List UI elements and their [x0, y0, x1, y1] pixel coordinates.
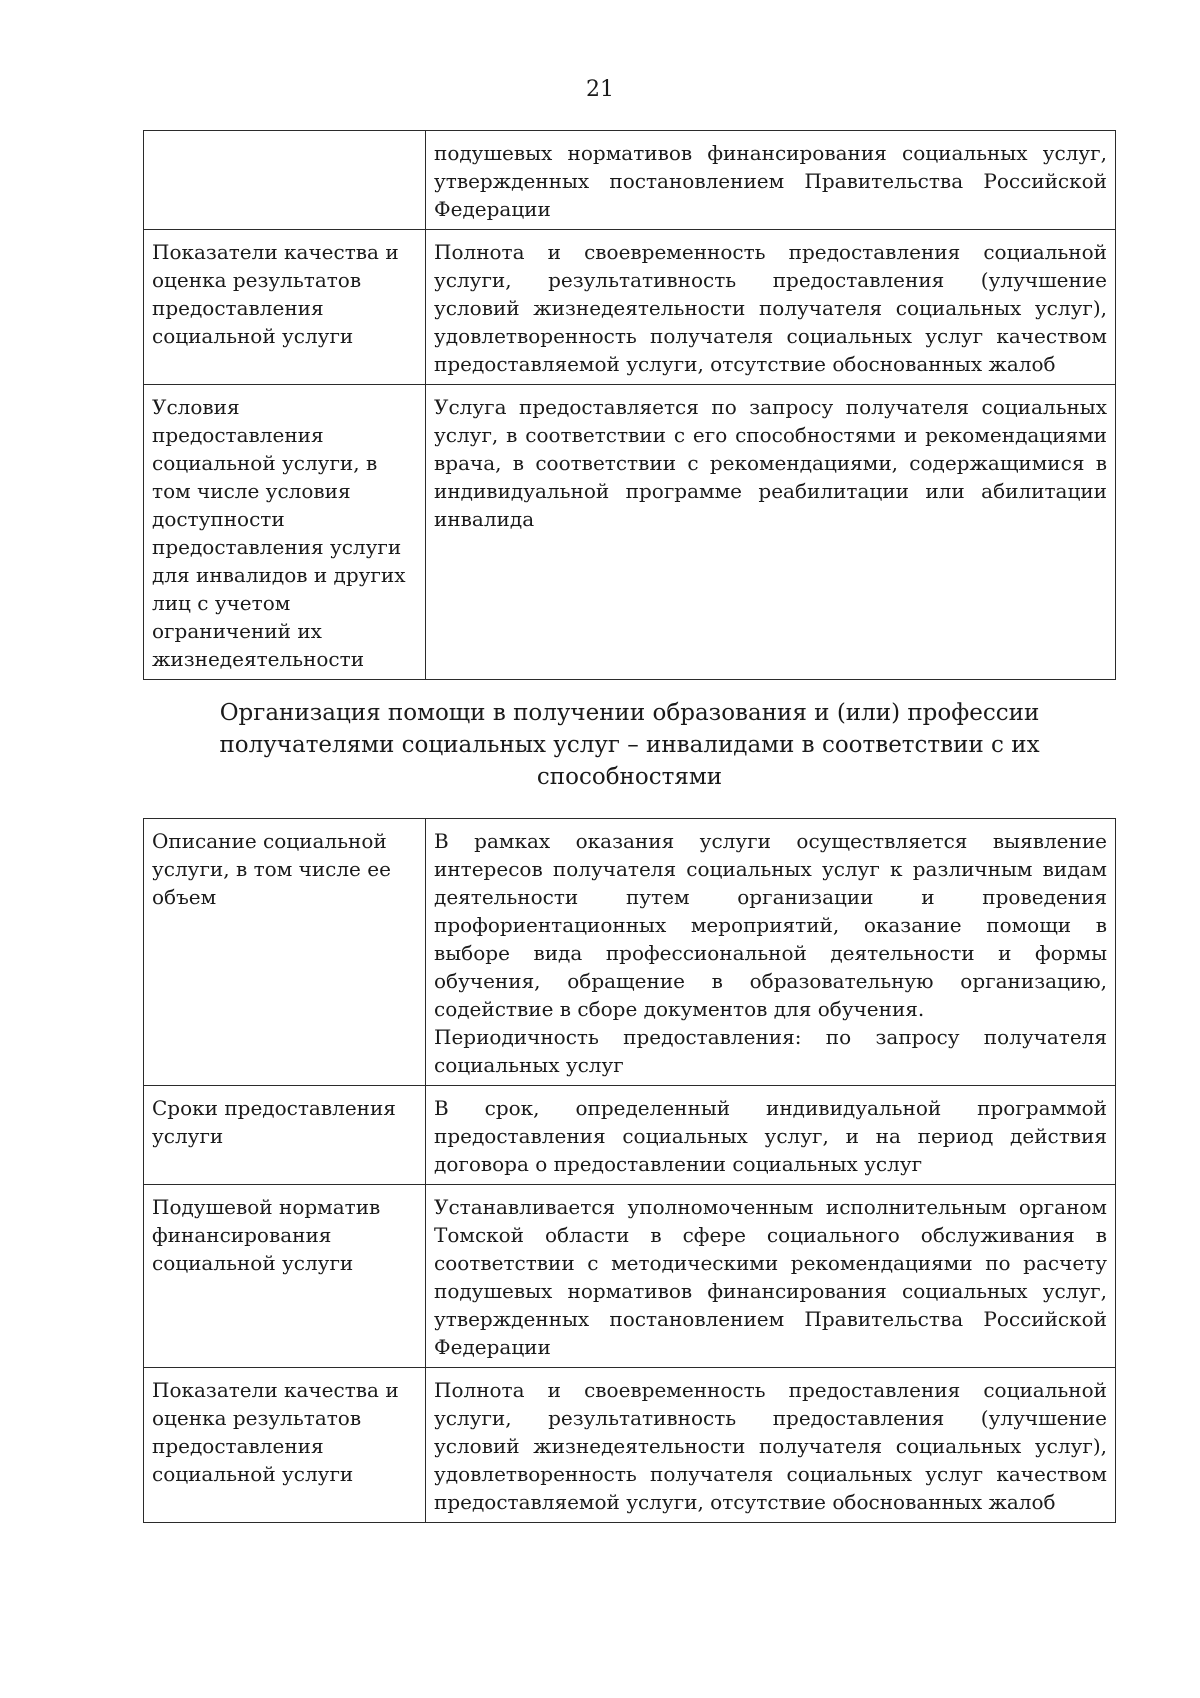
row-label: Сроки предоставления услуги: [144, 1086, 426, 1185]
row-text: подушевых нормативов финансирования социальных услуг, утвержденных постановлением Правительства Российской Федерации: [426, 131, 1116, 230]
row-text: Полнота и своевременность предоставления социальной услуги, результативность предоставления (улучшение условий жизнедеятельности получателя социальных услуг), удовлетворенность получателя социальных услуг качеством предоставляемой услуги, отсутствие обоснованных жалоб: [426, 1368, 1116, 1523]
row-text: В срок, определенный индивидуальной программой предоставления социальных услуг, и на период действия договора о предоставлении социальных услуг: [426, 1086, 1116, 1185]
row-label: Условия предоставления социальной услуги, в том числе условия доступности предоставления услуги для инвалидов и других лиц с учетом ограничений их жизнедеятельности: [144, 385, 426, 680]
row-text-cell: [426, 819, 1116, 1086]
row-label: Подушевой норматив финансирования социальной услуги: [144, 1185, 426, 1368]
section-heading: Организация помощи в получении образования и (или) профессии получателями социальных услуг – инвалидами в соответствии с их способностями: [219, 700, 1040, 790]
row-label: Описание социальной услуги, в том числе ее объем: [144, 819, 426, 1086]
row-label: Показатели качества и оценка результатов предоставления социальной услуги: [144, 230, 426, 385]
row-text: Полнота и своевременность предоставления социальной услуги, результативность предоставления (улучшение условий жизнедеятельности получателя социальных услуг), удовлетворенность получателя социальных услуг качеством предоставляемой услуги, отсутствие обоснованных жалоб: [426, 230, 1116, 385]
table-row: [144, 385, 1116, 680]
table-row: [144, 1368, 1116, 1523]
row-text: Услуга предоставляется по запросу получателя социальных услуг, в соответствии с его способностями и рекомендациями врача, в соответствии с рекомендациями, содержащимися в индивидуальной программе реабилитации или абилитации инвалида: [426, 385, 1116, 680]
table-row: [144, 1086, 1116, 1185]
table-row: [144, 230, 1116, 385]
page-number: 21: [586, 77, 614, 102]
table-row: [144, 131, 1116, 230]
table-row: [144, 819, 1116, 1086]
row-text: Устанавливается уполномоченным исполнительным органом Томской области в сфере социального обслуживания в соответствии с методическими рекомендациями по расчету подушевых нормативов финансирования социальных услуг, утвержденных постановлением Правительства Российской Федерации: [426, 1185, 1116, 1368]
row-text-periodicity: Периодичность предоставления: по запросу получателя социальных услуг: [434, 1025, 1107, 1077]
table-row: [144, 1185, 1116, 1368]
service-table: [143, 818, 1116, 1523]
table-continued: [143, 130, 1116, 680]
row-label: Показатели качества и оценка результатов предоставления социальной услуги: [144, 1368, 426, 1523]
row-label: [144, 131, 426, 230]
row-text: В рамках оказания услуги осуществляется выявление интересов получателя социальных услуг к различным видам деятельности путем организации и проведения профориентационных мероприятий, оказание помощи в выборе вида профессиональной деятельности и формы обучения, обращение в образовательную организацию, содействие в сборе документов для обучения.: [434, 829, 1107, 1021]
